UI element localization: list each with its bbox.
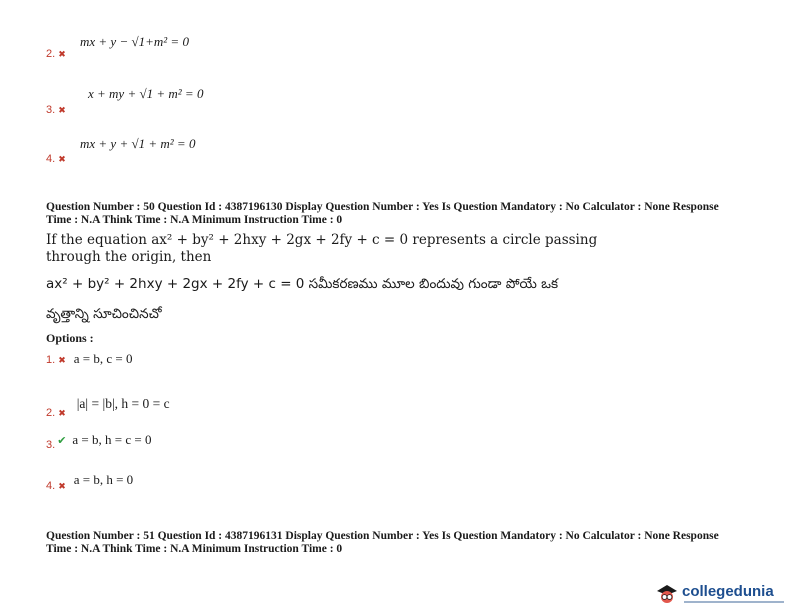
- option-number: 4.: [46, 153, 56, 165]
- option-number: 2.: [46, 407, 56, 419]
- option-number: 3.: [46, 104, 56, 116]
- check-icon: ✔: [57, 434, 67, 447]
- question-text-line-1: If the equation ax² + by² + 2hxy + 2gx + 2fy + c = 0 represents a circle passing: [46, 232, 598, 248]
- question-text-line-2: through the origin, then: [46, 249, 212, 265]
- question-meta-line-1: Question Number : 50 Question Id : 4387196130 Display Question Number : Yes Is Question Mandatory : No Calculator : None Response: [46, 201, 719, 213]
- question-meta-line-2: Time : N.A Think Time : N.A Minimum Instruction Time : 0: [46, 214, 343, 226]
- question-meta-line-2: Time : N.A Think Time : N.A Minimum Instruction Time : 0: [46, 543, 343, 555]
- collegedunia-logo: [654, 580, 788, 606]
- option-3: [46, 431, 151, 449]
- logo-wordmark: collegedunia: [682, 583, 774, 600]
- option-1: [46, 350, 132, 368]
- option-2: [46, 395, 170, 419]
- option-4: [46, 471, 134, 492]
- options-label: Options :: [46, 331, 94, 345]
- question-meta-line-1: Question Number : 51 Question Id : 4387196131 Display Question Number : Yes Is Question Mandatory : No Calculator : None Response: [46, 530, 719, 542]
- option-text: a = b, h = 0: [73, 472, 134, 487]
- wrong-icon: ✖: [58, 155, 66, 165]
- prev-option-3: [46, 100, 66, 118]
- option-number: 1.: [46, 354, 56, 366]
- question-50-text-te: [46, 276, 766, 323]
- question-text-telugu-line-2: వృత్తాన్ని సూచించినచో: [46, 306, 162, 322]
- question-50-text-en: [46, 232, 766, 266]
- wrong-icon: ✖: [58, 482, 66, 492]
- wrong-icon: ✖: [58, 106, 66, 116]
- logo-tagline: [684, 601, 784, 603]
- wrong-icon: ✖: [58, 50, 66, 60]
- option-number: 2.: [46, 48, 56, 60]
- prev-option-4: [46, 149, 66, 167]
- question-50-meta: [46, 201, 766, 227]
- option-number: 4.: [46, 480, 56, 492]
- prev-option-3-expr: x + my + √1 + m² = 0: [88, 86, 204, 101]
- prev-option-2: [46, 44, 66, 62]
- wrong-icon: ✖: [58, 356, 66, 366]
- mascot-icon: [654, 582, 680, 604]
- option-text: a = b, c = 0: [73, 351, 133, 366]
- wrong-icon: ✖: [58, 409, 66, 419]
- option-text: |a| = |b|, h = 0 = c: [76, 396, 170, 411]
- option-number: 3.: [46, 439, 56, 451]
- question-51-meta: [46, 530, 766, 556]
- option-text: a = b, h = c = 0: [72, 432, 152, 447]
- prev-option-4-expr: mx + y + √1 + m² = 0: [80, 136, 196, 151]
- question-text-telugu-line-1: ax² + by² + 2hxy + 2gx + 2fy + c = 0 సమీకరణము మూల బిందువు గుండా పోయే ఒక: [46, 276, 559, 292]
- prev-option-2-expr: mx + y − √1+m² = 0: [80, 34, 189, 49]
